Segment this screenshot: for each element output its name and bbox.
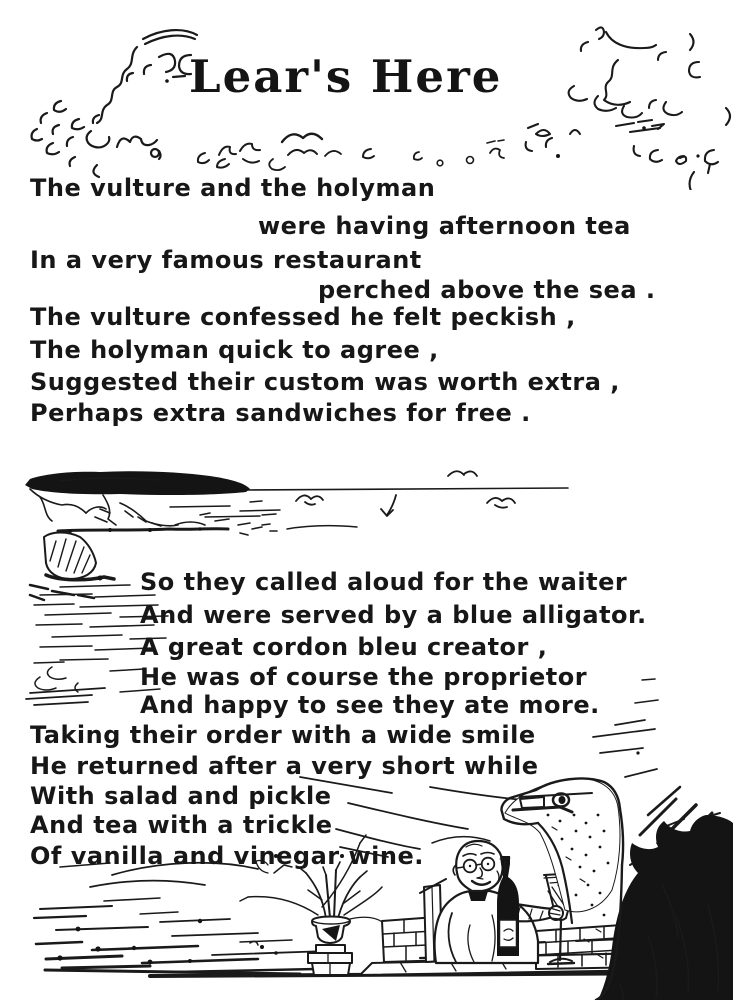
poem-line: In a very famous restaurant [30, 246, 422, 274]
poem-line: were having afternoon tea [258, 212, 631, 240]
pot-pedestal [308, 945, 352, 975]
poem-line: A great cordon bleu creator , [140, 633, 548, 661]
poem-line: The vulture and the holyman [30, 174, 436, 202]
poem-line: Perhaps extra sandwiches for free . [30, 399, 531, 427]
horizon-line [248, 488, 568, 490]
poem-line: And happy to see they ate more. [140, 691, 600, 719]
poem-line: The vulture confessed he felt peckish , [30, 303, 576, 331]
holyman-hand [549, 906, 563, 920]
bottle-label [500, 920, 517, 947]
poem-line: Taking their order with a wide smile [30, 721, 536, 749]
cloud-doodle-top-left-icon [25, 25, 210, 190]
poem-line: perched above the sea . [318, 276, 656, 304]
gull-scribbles-row-icon [185, 115, 545, 180]
poem-line: With salad and pickle [30, 782, 332, 810]
sea-gulls [296, 471, 515, 516]
poem-line: Suggested their custom was worth extra , [30, 368, 620, 396]
holyman-collar [468, 891, 488, 901]
poem-line: The holyman quick to agree , [30, 336, 439, 364]
poem-line: Of vanilla and vinegar wine. [30, 842, 424, 870]
plant-pot [312, 917, 350, 944]
ground-scrub [34, 863, 328, 972]
poem-line: So they called aloud for the waiter [140, 568, 628, 596]
cloud-doodle-top-right-icon [518, 22, 733, 190]
poem-line: He was of course the proprietor [140, 663, 588, 691]
headland [25, 471, 250, 495]
poem-line: And tea with a trickle [30, 811, 333, 839]
holyman-head [453, 841, 503, 891]
page-title: Lear's Here [189, 50, 503, 103]
poem-line: He returned after a very short while [30, 752, 539, 780]
holyman [435, 841, 553, 963]
poem-line: And were served by a blue alligator. [140, 601, 647, 629]
